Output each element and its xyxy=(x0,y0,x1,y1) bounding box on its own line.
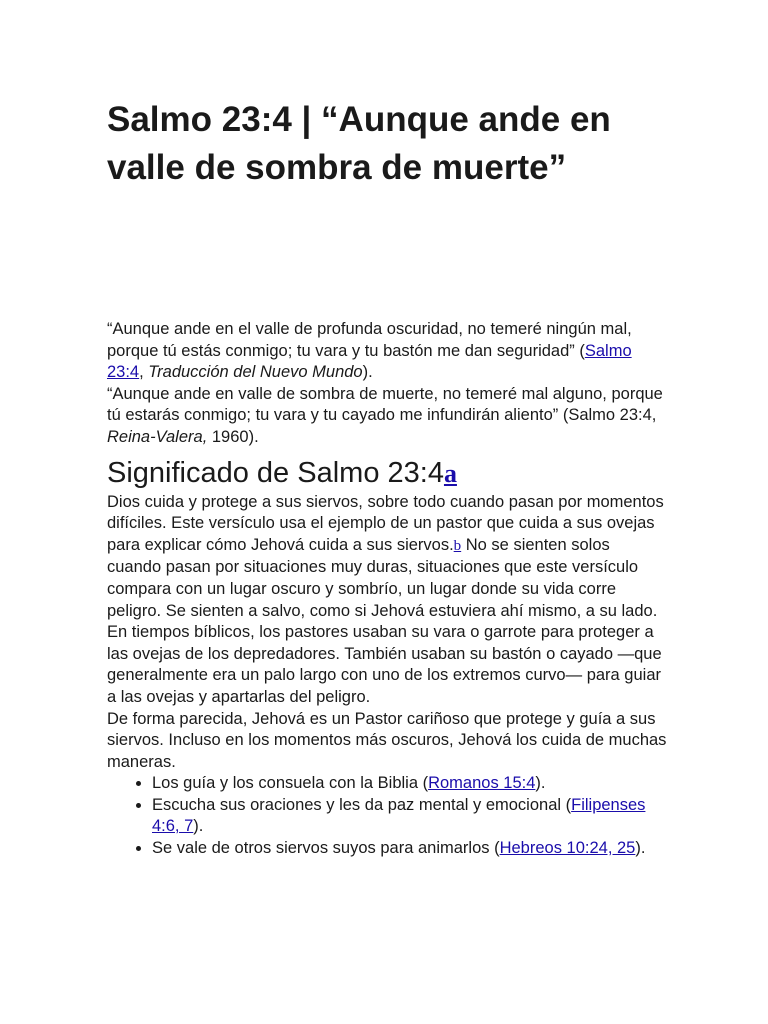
verse-rv xyxy=(107,384,667,449)
article-body xyxy=(107,319,667,860)
list-item-close: ). xyxy=(193,817,204,836)
verse-rv-close: 1960). xyxy=(207,427,259,446)
list-item-text: Escucha sus oraciones y les da paz mental y emocional ( xyxy=(152,795,572,814)
paragraph-1 xyxy=(107,492,667,623)
paragraph-1-text-a: Dios cuida y protege a sus siervos, sobre todo cuando pasan por momentos difíciles. Este versículo usa el ejemplo de un pastor que cuida a sus ovejas para explicar cómo Jehová cuida a sus siervos. xyxy=(107,492,664,554)
list-item-text: Los guía y los consuela con la Biblia ( xyxy=(152,774,429,793)
verse-rv-text: “Aunque ande en valle de sombra de muerte, no temeré mal alguno, porque tú estarás conmigo; tu vara y tu cayado me infundirán aliento” (Salmo 23:4, xyxy=(107,384,663,425)
list-item-close: ). xyxy=(535,774,546,793)
version-tnm: Traducción del Nuevo Mundo xyxy=(148,363,363,382)
version-rv: Reina-Valera, xyxy=(107,427,208,446)
verse-tnm xyxy=(107,319,667,384)
section-heading xyxy=(107,455,667,492)
list-item xyxy=(152,838,667,860)
paragraph-3: De forma parecida, Jehová es un Pastor cariñoso que protege y guía a sus siervos. Incluso en los momentos más oscuros, Jehová los cuida de muchas maneras. xyxy=(107,709,667,771)
paragraph-2: En tiempos bíblicos, los pastores usaban su vara o garrote para proteger a las ovejas de los depredadores. También usaban su bastón o cayado —que generalmente era un palo largo con uno de los extremos curvo— para guiar a las ovejas y apartarlas del peligro. xyxy=(107,623,662,706)
hebreos-link[interactable]: Hebreos 10:24, 25 xyxy=(499,839,636,858)
paragraph-1-text-b: No se sienten solos cuando pasan por situaciones muy duras, situaciones que este versículo compara con un lugar oscuro y sombrío, un lugar donde su vida corre peligro. Se sienten a salvo, como si Jehová estuviera ahí mismo, a su lado. xyxy=(107,535,658,620)
salmo-23-4-link[interactable]: Salmo 23:4 xyxy=(107,341,632,382)
verse-tnm-close: ). xyxy=(362,363,373,382)
verse-tnm-text: “Aunque ande en el valle de profunda oscuridad, no temeré ningún mal, porque tú estás conmigo; tu vara y tu bastón me dan seguridad” ( xyxy=(107,320,632,360)
verse-tnm-separator: , xyxy=(139,363,149,382)
list-item-text: Se vale de otros siervos suyos para animarlos ( xyxy=(152,839,500,858)
romanos-link[interactable]: Romanos 15:4 xyxy=(428,774,536,793)
list-item-close: ). xyxy=(635,839,646,858)
list-item xyxy=(152,795,667,838)
care-list xyxy=(107,773,667,859)
footnote-b-link[interactable]: b xyxy=(453,537,462,554)
section-heading-text: Significado de Salmo 23:4 xyxy=(107,456,444,489)
footnote-a-link[interactable]: a xyxy=(443,458,457,488)
page-title: Salmo 23:4 | “Aunque ande en valle de sombra de muerte” xyxy=(107,100,611,187)
list-item xyxy=(152,773,667,795)
filipenses-link[interactable]: Filipenses 4:6, 7 xyxy=(152,795,646,836)
